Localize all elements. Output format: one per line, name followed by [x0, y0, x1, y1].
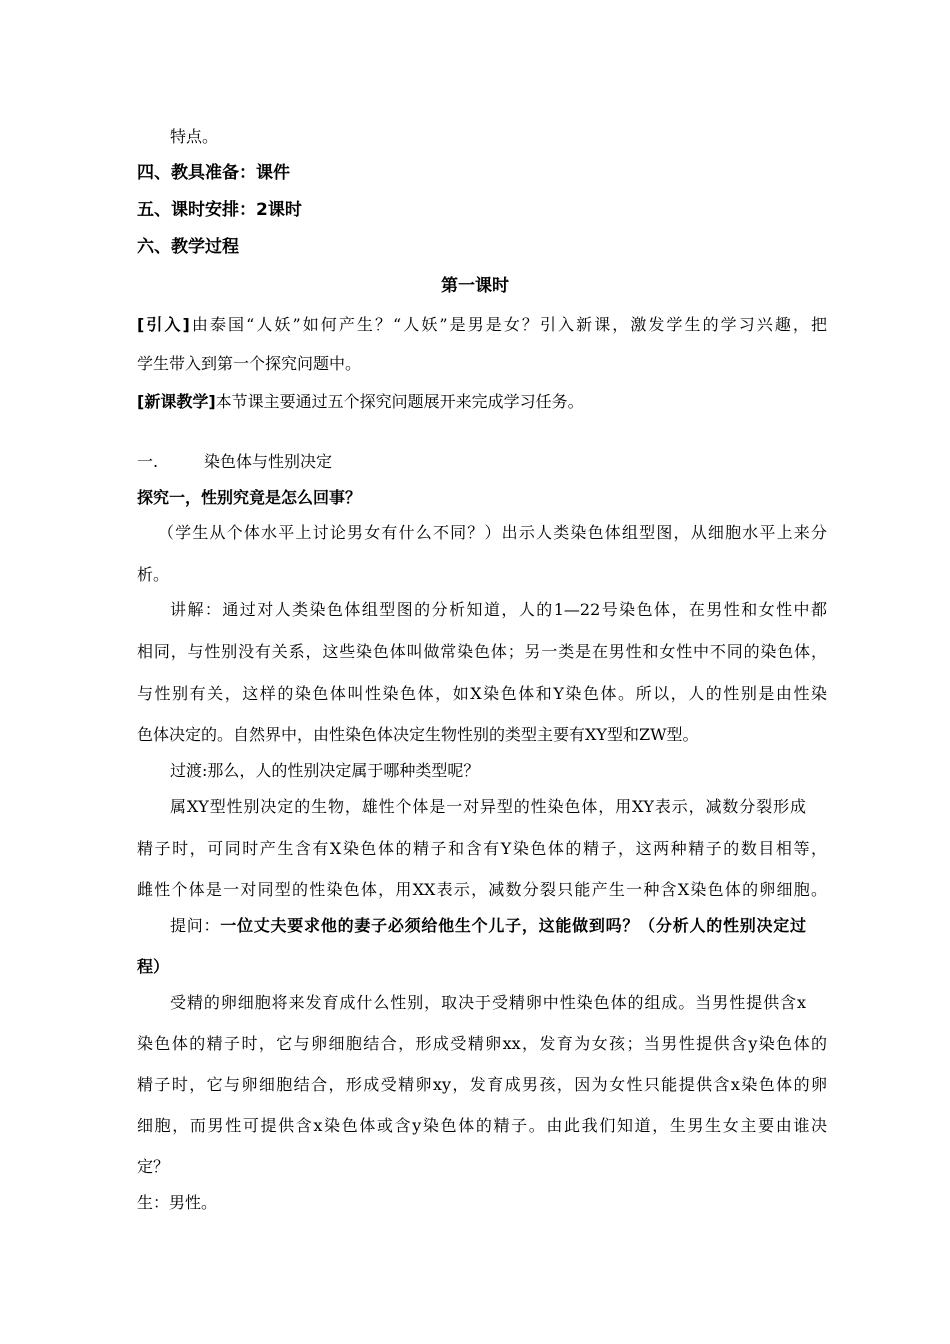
text-line: 雌性个体是一对同型的性染色体，用XX表示，减数分裂只能产生一种含X染色体的卵细胞。: [137, 880, 827, 899]
new-lesson-tag: [新课教学]: [137, 392, 216, 411]
text-line: 讲解：通过对人类染色体组型图的分析知道，人的1—22号染色体，在男性和女性中都: [170, 600, 827, 619]
section-heading-5: 五、课时安排：2课时: [137, 200, 302, 220]
text-line: 相同，与性别没有关系，这些染色体叫做常染色体；另一类是在男性和女性中不同的染色体，: [137, 642, 827, 661]
intro-text: 由泰国“人妖”如何产生？“人妖”是男是女？引入新课，激发学生的学习兴趣，把: [189, 315, 827, 334]
text-line: 析。: [137, 565, 170, 584]
question-label: 提问：: [170, 916, 221, 935]
text-line: 学生带入到第一个探究问题中。: [137, 354, 362, 373]
section-heading-4: 四、教具准备：课件: [137, 163, 290, 183]
new-lesson-text: 本节课主要通过五个探究问题展开来完成学习任务。: [215, 392, 584, 411]
text-line: 特点。: [170, 127, 219, 146]
text-line: 色体决定的。自然界中，由性染色体决定生物性别的类型主要有XY型和ZW型。: [137, 725, 699, 744]
text-line: 细胞，而男性可提供含x染色体或含y染色体的精子。由此我们知道，生男生女主要由谁决: [137, 1116, 827, 1135]
text-line: 染色体的精子时，它与卵细胞结合，形成受精卵xx，发育为女孩；当男性提供含y染色体的: [137, 1034, 827, 1053]
text-line: 受精的卵细胞将来发育成什么性别，取决于受精卵中性染色体的组成。当男性提供含x: [170, 993, 806, 1012]
subsection-title: 染色体与性别决定: [204, 452, 333, 471]
text-line: 定？: [137, 1157, 170, 1176]
intro-tag: [引入]: [137, 315, 190, 334]
section-heading-6: 六、教学过程: [137, 237, 239, 257]
inquiry-heading: 探究一，性别究竟是怎么回事？: [137, 488, 362, 507]
subsection-number: 一.: [137, 452, 159, 471]
text-line: 生：男性。: [137, 1193, 218, 1212]
text-line: 过渡:那么，人的性别决定属于哪种类型呢？: [170, 761, 480, 780]
text-line: 精子时，可同时产生含有X染色体的精子和含有Y染色体的精子，这两种精子的数目相等，: [137, 839, 827, 858]
text-line: （学生从个体水平上讨论男女有什么不同？）出示人类染色体组型图，从细胞水平上来分: [158, 523, 827, 542]
text-line: 属XY型性别决定的生物，雄性个体是一对异型的性染色体，用XY表示，减数分裂形成: [170, 797, 806, 816]
new-lesson-paragraph: [137, 392, 827, 412]
text-line: 精子时，它与卵细胞结合，形成受精卵xy，发育成男孩，因为女性只能提供含x染色体的卵: [137, 1075, 827, 1094]
text-line: 程）: [137, 957, 170, 976]
question-text: 一位丈夫要求他的妻子必须给他生个儿子，这能做到吗？（分析人的性别决定过: [220, 916, 806, 935]
intro-paragraph: [137, 315, 827, 335]
subsection-heading: [137, 452, 827, 472]
text-line: 与性别有关，这样的染色体叫性染色体，如X染色体和Y染色体。所以，人的性别是由性染: [137, 684, 827, 703]
question-paragraph: [170, 916, 806, 936]
lesson-title: 第一课时: [441, 276, 509, 296]
